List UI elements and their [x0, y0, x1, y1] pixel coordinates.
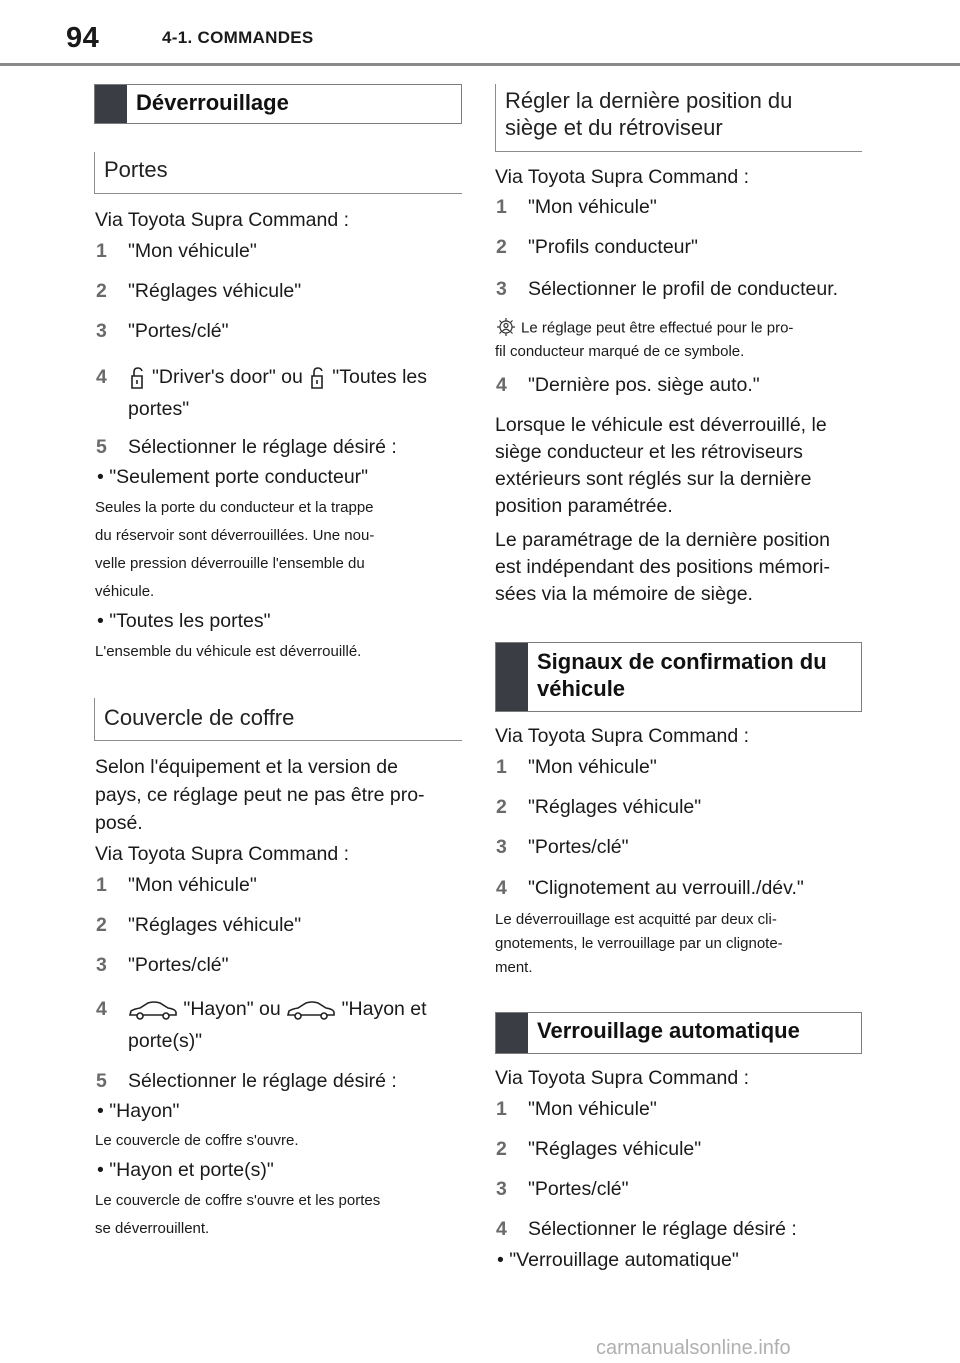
step-number: 4 [496, 374, 507, 396]
via-text: Via Toyota Supra Command : [495, 1067, 750, 1089]
page-number: 94 [66, 22, 100, 54]
subheading-text: Portes [104, 157, 168, 182]
bullet-desc: Le couvercle de coffre s'ouvre. [95, 1132, 299, 1149]
step-number: 2 [96, 914, 107, 936]
step-label: "Mon véhicule" [528, 1098, 657, 1120]
bullet-desc-line: velle pression déverrouille l'ensemble du [95, 555, 365, 572]
heading-text: Verrouillage automatique [537, 1018, 800, 1043]
via-text: Via Toyota Supra Command : [95, 843, 350, 865]
step-label: "Mon véhicule" [128, 240, 257, 262]
subheading-text-line: Régler la dernière position du [505, 88, 793, 113]
step-label: "Clignotement au verrouill./dév." [528, 877, 804, 899]
heading-deverrouillage [94, 84, 462, 124]
step-number: 3 [96, 954, 107, 976]
step-number: 2 [96, 280, 107, 302]
paragraph-line: est indépendant des positions mémori- [495, 556, 830, 578]
step-label: Sélectionner le profil de conducteur. [528, 278, 839, 300]
step-text: "Driver's door" ou [152, 366, 303, 388]
bullet-desc-line: Le couvercle de coffre s'ouvre et les portes [95, 1192, 381, 1209]
paragraph-line: extérieurs sont réglés sur la dernière [495, 468, 812, 490]
note-line: fil conducteur marqué de ce symbole. [495, 343, 745, 360]
step-number: 4 [96, 998, 107, 1020]
subheading-text-line: siège et du rétroviseur [505, 115, 723, 140]
header-divider [0, 63, 960, 66]
paragraph-line: position paramétrée. [495, 495, 673, 517]
bullet-desc-line: du réservoir sont déverrouillées. Une nou- [95, 527, 375, 544]
via-text: Via Toyota Supra Command : [495, 166, 750, 188]
step-label-row [128, 364, 427, 390]
note-line [495, 320, 793, 337]
door-unlock-icon [308, 367, 332, 389]
step-number: 1 [96, 240, 107, 262]
step-label-row [128, 996, 427, 1022]
paragraph-line: Le paramétrage de la dernière position [495, 529, 830, 551]
step-label: "Portes/clé" [528, 1178, 629, 1200]
heading-bar [496, 643, 528, 711]
step-label: "Réglages véhicule" [528, 1138, 702, 1160]
step-number: 3 [496, 1178, 507, 1200]
desc-line: ment. [495, 959, 533, 976]
paragraph-line: pays, ce réglage peut ne pas être pro- [95, 784, 425, 806]
bullet-desc-line: se déverrouillent. [95, 1220, 210, 1237]
step-number: 5 [96, 436, 107, 458]
step-number: 4 [96, 366, 107, 388]
door-unlock-icon [128, 367, 152, 389]
watermark[interactable]: carmanualsonline.info [596, 1337, 791, 1359]
bullet-item: • "Toutes les portes" [97, 610, 271, 632]
car-icon [286, 999, 336, 1021]
step-label: "Portes/clé" [128, 954, 229, 976]
paragraph-line: sées via la mémoire de siège. [495, 583, 753, 605]
desc-line: Le déverrouillage est acquitté par deux cli- [495, 911, 777, 928]
bullet-item: • "Verrouillage automatique" [497, 1249, 739, 1271]
step-number: 5 [96, 1070, 107, 1092]
car-icon [128, 999, 178, 1021]
paragraph-line: siège conducteur et les rétroviseurs [495, 441, 803, 463]
step-number: 3 [496, 278, 507, 300]
step-label: "Réglages véhicule" [128, 280, 302, 302]
subheading-text: Couvercle de coffre [104, 705, 295, 730]
bullet-desc: L'ensemble du véhicule est déverrouillé. [95, 643, 362, 660]
step-number: 1 [96, 874, 107, 896]
heading-bar [496, 1013, 528, 1053]
step-label: Sélectionner le réglage désiré : [128, 436, 397, 458]
step-number: 3 [96, 320, 107, 342]
step-number: 2 [496, 1138, 507, 1160]
step-number: 4 [496, 1218, 507, 1240]
heading-text-line: Signaux de confirmation du [537, 649, 827, 674]
heading-verrouillage-auto [495, 1012, 862, 1054]
heading-signaux [495, 642, 862, 712]
via-text: Via Toyota Supra Command : [95, 209, 350, 231]
step-4-continued: porte(s)" [128, 1030, 203, 1052]
step-label: Sélectionner le réglage désiré : [128, 1070, 397, 1092]
step-number: 1 [496, 756, 507, 778]
heading-text: Déverrouillage [136, 90, 289, 115]
heading-text-line: véhicule [537, 676, 626, 701]
subheading-portes [94, 152, 462, 194]
step-label: "Profils conducteur" [528, 236, 698, 258]
step-number: 2 [496, 796, 507, 818]
heading-bar [95, 85, 127, 123]
step-label: "Dernière pos. siège auto." [528, 374, 760, 396]
step-label: "Réglages véhicule" [528, 796, 702, 818]
step-label: "Mon véhicule" [528, 196, 657, 218]
step-label: "Portes/clé" [128, 320, 229, 342]
paragraph-line: Lorsque le véhicule est déverrouillé, le [495, 414, 827, 436]
bullet-desc-line: Seules la porte du conducteur et la trappe [95, 499, 374, 516]
step-text: "Hayon" ou [183, 998, 281, 1020]
desc-line: gnotements, le verrouillage par un clignote- [495, 935, 783, 952]
step-number: 2 [496, 236, 507, 258]
bullet-item: • "Seulement porte conducteur" [97, 466, 369, 488]
bullet-desc-line: véhicule. [95, 583, 155, 600]
step-number: 1 [496, 196, 507, 218]
paragraph-line: posé. [95, 812, 143, 834]
step-label: "Portes/clé" [528, 836, 629, 858]
step-number: 1 [496, 1098, 507, 1120]
step-label: "Mon véhicule" [528, 756, 657, 778]
step-number: 4 [496, 877, 507, 899]
step-label: "Mon véhicule" [128, 874, 257, 896]
subheading-derniere-position [495, 84, 862, 152]
step-number: 3 [496, 836, 507, 858]
step-label: "Réglages véhicule" [128, 914, 302, 936]
via-text: Via Toyota Supra Command : [495, 725, 750, 747]
section-title: 4-1. COMMANDES [162, 28, 314, 47]
subheading-coffre [94, 698, 462, 741]
step-label: Sélectionner le réglage désiré : [528, 1218, 797, 1240]
note-text: Le réglage peut être effectué pour le pro- [521, 319, 794, 337]
step-text: "Toutes les [332, 366, 428, 388]
step-text: "Hayon et [341, 998, 427, 1020]
bullet-item: • "Hayon et porte(s)" [97, 1159, 274, 1181]
step-4-continued: portes" [128, 398, 190, 420]
profile-gear-icon [495, 317, 517, 337]
bullet-item: • "Hayon" [97, 1100, 180, 1122]
paragraph-line: Selon l'équipement et la version de [95, 756, 398, 778]
